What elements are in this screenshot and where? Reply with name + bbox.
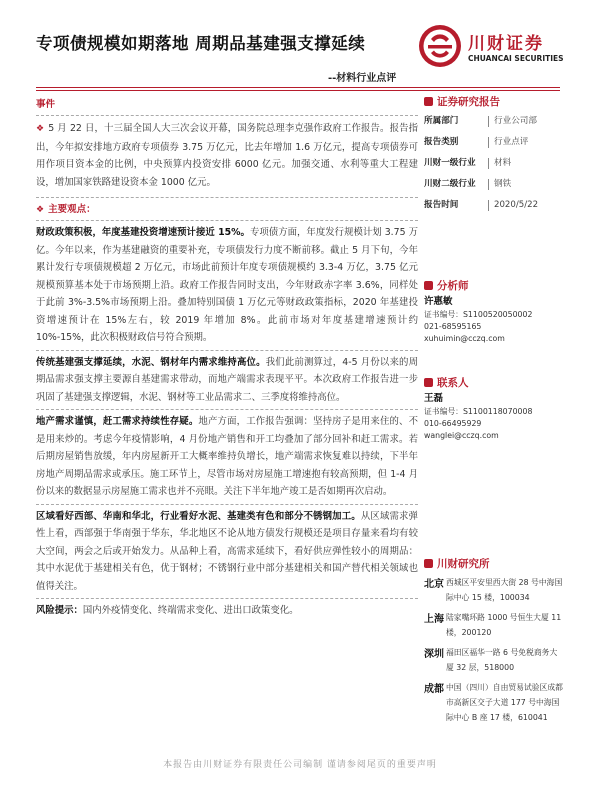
analyst-heading: 分析师 [424,277,564,295]
section-marker-icon [424,378,433,387]
risk-warning [36,602,418,620]
analyst-phone: 021-68595165 [424,322,482,331]
contact-heading: 联系人 [424,374,564,392]
office-address: 北京 西城区平安里西大街 28 号中海国际中心 15 楼，100034 [424,578,563,602]
event-heading: 事件 [36,99,56,110]
section-divider [36,115,418,116]
chuancai-logo-icon [418,24,462,68]
analyst-name: 许惠敏 [424,296,453,307]
viewpoint-real-estate [36,413,418,501]
section-marker-icon [424,559,433,568]
section-divider [36,409,418,410]
viewpoint-title: 传统基建强支撑延续，水泥、钢材年内需求维持高位。 [36,356,266,368]
contact-panel [424,374,564,442]
section-divider [36,197,418,198]
views-heading: ❖ 主要观点： [36,204,96,215]
contact-email[interactable]: wanglei@cczq.com [424,431,499,440]
info-row: 报告类别 行业点评 [424,137,529,147]
section-divider [36,598,418,599]
report-title: 专项债规模如期落地 周期品基建强支撑延续 [36,34,366,53]
header-divider-thin [36,90,560,91]
viewpoint-text: 我们此前测算过，4-5 月份以来的周期品需求强支撑主要源自基建需求带动，而地产端需求表现平平。本次政府工作报告进一步巩固了基建强支撑逻辑，水泥、钢材等工业品需求二、三季度将维持高位。 [36,356,418,403]
viewpoint-infrastructure [36,354,418,407]
info-row: 所属部门 行业公司部 [424,116,537,126]
contact-phone: 010-66495929 [424,419,482,428]
diamond-bullet-icon: ❖ [36,205,45,215]
report-info-panel [424,93,564,216]
contact-name: 王磊 [424,393,444,404]
viewpoint-text: 地产方面，工作报告强调：坚持房子是用来住的、不是用来炒的。考虑今年疫情影响，4 月份地产销售和开工均叠加了部分回补和赶工需求。若后期房屋销售放缓，年内房屋新开工大概率维持负增长，地产端需求恢复难以持续，下半年房地产周期品需求或承压。施工环节上，尽管市场对房屋施工增速抱有较高预期，但 1-4 月份以来的数据显示房屋施工需求也并不亮眼。关注下半年地产竣工是否如期再次启动。 [36,416,418,497]
main-content [36,92,418,620]
section-divider [36,350,418,351]
risk-text: 国内外疫情变化、终端需求变化、进出口政策变化。 [82,605,299,616]
info-row: 川财二级行业 钢铁 [424,179,512,189]
office-address: 深圳 福田区福华一路 6 号免税商务大厦 32 层，518000 [424,648,558,672]
report-subtitle: --材料行业点评 [328,73,397,84]
analyst-cert: 证书编号：S1100520050002 [424,310,533,319]
office-address: 上海 陆家嘴环路 1000 号恒生大厦 11 楼，200120 [424,613,562,637]
viewpoint-title: 区域看好西部、华南和华北，行业看好水泥、基建类有色和部分不锈钢加工。 [36,510,361,522]
contact-cert: 证书编号：S1100118070008 [424,407,533,416]
info-row: 川财一级行业 材料 [424,158,512,168]
header-divider [36,87,560,88]
office-panel [424,555,564,725]
section-divider [36,220,418,221]
section-marker-icon [424,281,433,290]
section-marker-icon [424,97,433,106]
viewpoint-text: 专项债方面，年度发行规模计划 3.75 万亿。今年以来，作为基建融资的重要补充，专项债发行力度不断前移。截止 5 月下旬，今年累计发行专项债规模超 2 万亿元，市场此前预计年度专项债规模约 3.3-4 万亿，3.75 亿元规模预算基本处于市场预期上沿。政府工作报告同时支出，今年财政赤字率 3.6%，同样处于此前 3%-3.5%市场预期上沿。叠加特别国债 1 万亿元等财政政策指标，2020 年基建投资增速预计在 15%左右，较 2019 年增加 8%。此前市场对年度基建增速预计约 10%-15%，此次积极财政信号符合预期。 [36,227,418,343]
company-logo [418,24,578,68]
office-heading: 川财研究所 [424,555,564,573]
viewpoint-text: 从区域需求弹性上看，西部强于华南强于华东，华北地区不论从地方债发行规模还是项目存量来看均有较大空间，两会之后或开始发力。从品种上看，高需求延续下，看好供应弹性较小的周期品：其中水泥优于基建相关有色，优于钢材；不锈钢行业中部分基建相关和国产替代相关领域也值得关注。 [36,510,418,592]
event-text: 5 月 22 日，十三届全国人大三次会议开幕，国务院总理李克强作政府工作报告。报告指出，今年拟安排地方政府专项债券 3.75 万亿元，比去年增加 1.6 万亿元，提高专项债券可用作项目资本金的比例，中央预算内投资安排 6000 亿元。加强交通、水利等重大工程建设，增加国家铁路建设资本金 1000 亿元。 [36,123,418,188]
logo-english-name: CHUANCAI SECURITIES [468,54,564,63]
risk-title: 风险提示： [36,605,83,616]
report-info-heading: 证券研究报告 [424,93,564,111]
viewpoint-fiscal [36,224,418,347]
page-footer: 本报告由川财证券有限责任公司编制 谨请参阅尾页的重要声明 [163,760,437,770]
viewpoint-regions [36,508,418,596]
viewpoint-title: 地产需求谨慎，赶工需求持续性存疑。 [36,416,199,427]
viewpoint-title: 财政政策积极，年度基建投资增速预计接近 15%。 [36,227,250,238]
section-divider [36,504,418,505]
analyst-email[interactable]: xuhuimin@cczq.com [424,334,505,343]
logo-chinese-name: 川财证券 [468,34,544,54]
analyst-panel [424,277,564,345]
diamond-bullet-icon: ❖ [36,124,45,134]
office-address: 成都 中国（四川）自由贸易试验区成都市高新区交子大道 177 号中海国际中心 B 座 17 楼，610041 [424,683,563,722]
event-paragraph [36,120,418,191]
info-row: 报告时间 2020/5/22 [424,200,539,210]
